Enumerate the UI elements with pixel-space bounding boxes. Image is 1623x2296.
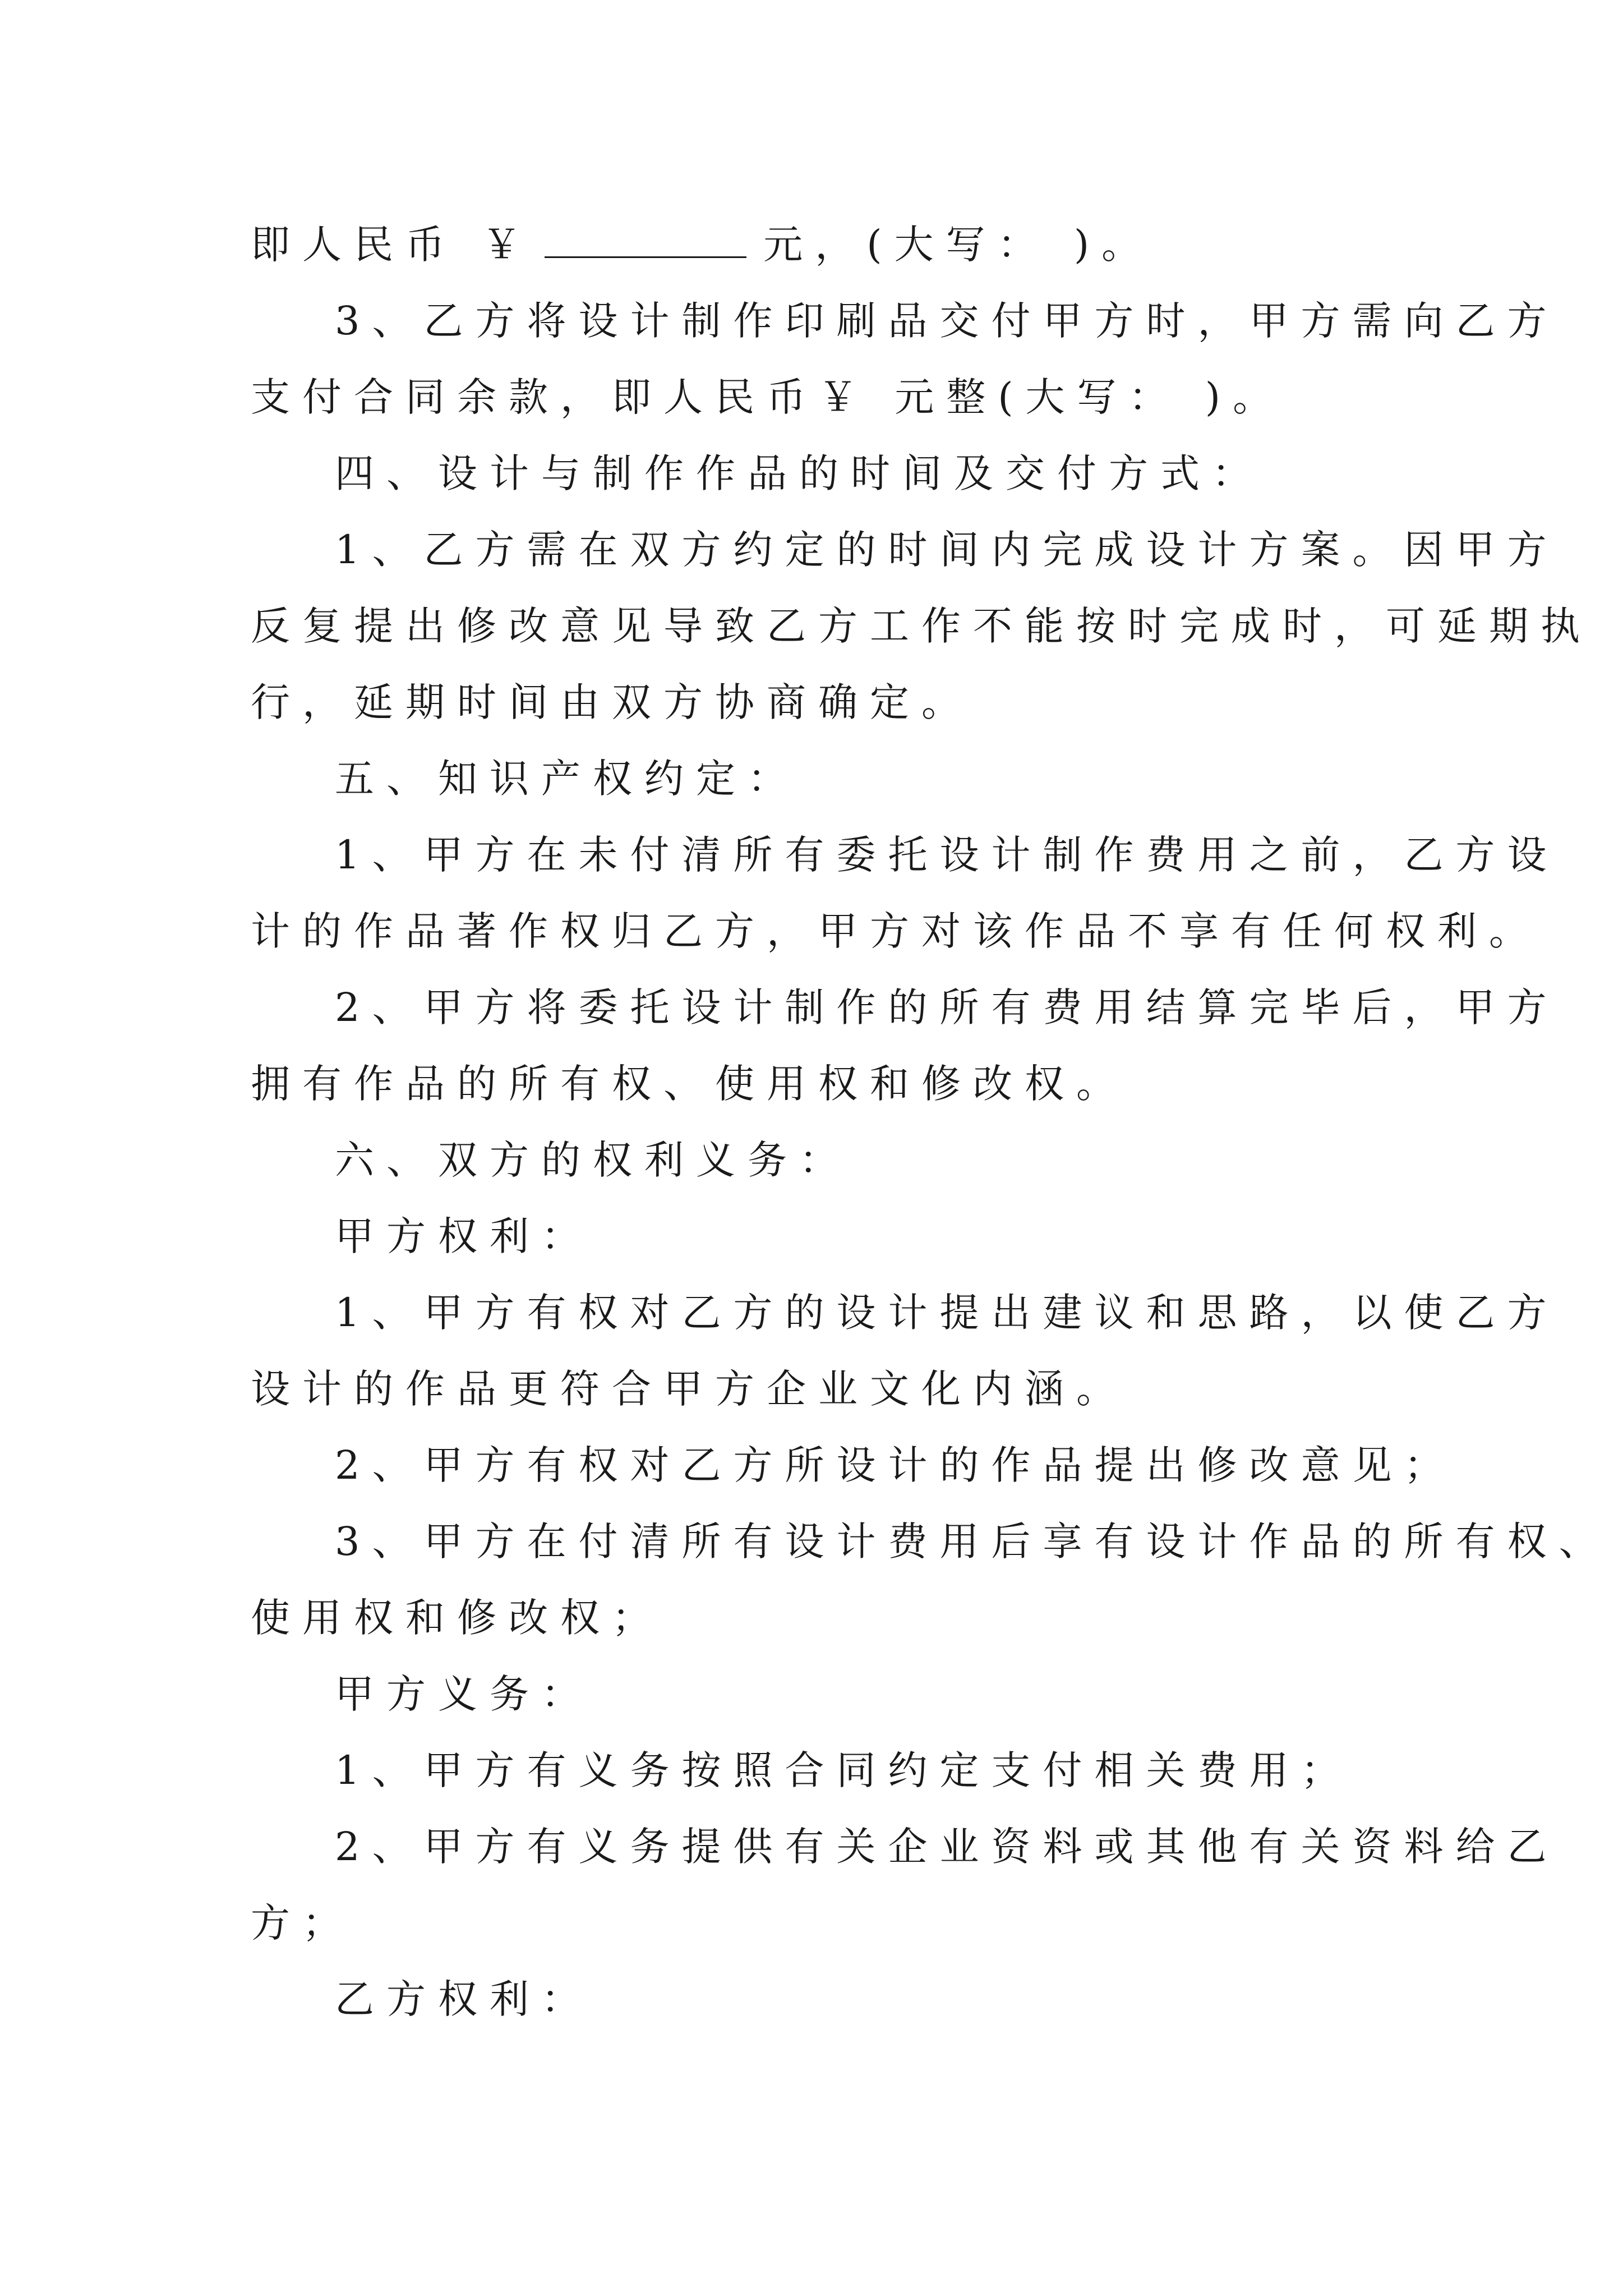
clause-3-2: 支付合同余款，即人民币￥ 元整(大写： )。 <box>251 374 1285 420</box>
section-4-heading: 四、设计与制作作品的时间及交付方式： <box>335 450 1264 496</box>
payment-amount-prefix: 即人民币 ￥ <box>251 222 534 268</box>
party-a-rights-item-1b: 设计的作品更符合甲方企业文化内涵。 <box>251 1366 1128 1412</box>
party-a-duties-item-1: 1、甲方有义务按照合同约定支付相关费用； <box>335 1747 1353 1793</box>
party-a-duties-item-2b: 方； <box>251 1900 354 1946</box>
section-4-item-1b: 反复提出修改意见导致乙方工作不能按时完成时，可延期执 <box>251 603 1592 649</box>
section-6-heading: 六、双方的权利义务： <box>335 1137 851 1183</box>
payment-amount-suffix: 元，(大写： )。 <box>763 222 1154 268</box>
party-a-rights-item-3a: 3、甲方在付清所有设计费用后享有设计作品的所有权、 <box>335 1519 1611 1565</box>
section-4-item-1c: 行，延期时间由双方协商确定。 <box>251 679 973 725</box>
clause-3-1: 3、乙方将设计制作印刷品交付甲方时，甲方需向乙方 <box>335 298 1559 344</box>
party-a-rights-heading: 甲方权利： <box>335 1213 593 1259</box>
party-b-rights-heading: 乙方权利： <box>335 1976 593 2022</box>
section-5-item-1b: 计的作品著作权归乙方，甲方对该作品不享有任何权利。 <box>251 908 1541 954</box>
section-4-item-1a: 1、乙方需在双方约定的时间内完成设计方案。因甲方 <box>335 527 1559 573</box>
section-5-item-1a: 1、甲方在未付清所有委托设计制作费用之前，乙方设 <box>335 832 1559 878</box>
party-a-rights-item-2: 2、甲方有权对乙方所设计的作品提出修改意见； <box>335 1442 1456 1488</box>
amount-blank-field <box>545 217 746 258</box>
party-a-rights-item-1a: 1、甲方有权对乙方的设计提出建议和思路，以使乙方 <box>335 1290 1559 1336</box>
party-a-rights-item-3b: 使用权和修改权； <box>251 1595 663 1641</box>
section-5-item-2a: 2、甲方将委托设计制作的所有费用结算完毕后，甲方 <box>335 984 1559 1030</box>
party-a-duties-item-2a: 2、甲方有义务提供有关企业资料或其他有关资料给乙 <box>335 1824 1559 1870</box>
section-5-heading: 五、知识产权约定： <box>335 756 799 802</box>
party-a-duties-heading: 甲方义务： <box>335 1671 593 1717</box>
section-5-item-2b: 拥有作品的所有权、使用权和修改权。 <box>251 1061 1128 1107</box>
payment-amount-line <box>251 206 1400 283</box>
document-body <box>251 206 1611 2037</box>
